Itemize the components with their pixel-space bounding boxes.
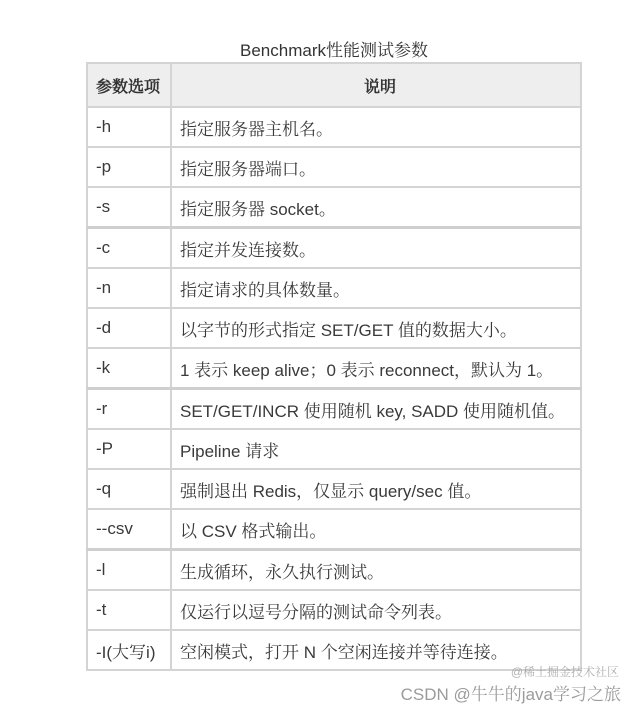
table-row bbox=[87, 389, 581, 430]
option-cell: -q bbox=[87, 469, 171, 509]
table-row bbox=[87, 268, 581, 308]
table-caption: Benchmark性能测试参数 bbox=[240, 41, 428, 60]
table-row bbox=[87, 147, 581, 187]
watermark-csdn: CSDN @牛牛的java学习之旅 bbox=[400, 685, 621, 704]
description-cell: Pipeline 请求 bbox=[171, 429, 581, 469]
description-cell: 以 CSV 格式输出。 bbox=[171, 509, 581, 550]
header-description: 说明 bbox=[171, 63, 581, 107]
option-cell: -s bbox=[87, 187, 171, 228]
description-cell: 仅运行以逗号分隔的测试命令列表。 bbox=[171, 590, 581, 630]
option-cell: -d bbox=[87, 308, 171, 348]
table-row bbox=[87, 630, 581, 670]
table-row bbox=[87, 187, 581, 228]
option-cell: -l bbox=[87, 550, 171, 591]
table-row bbox=[87, 469, 581, 509]
description-cell: 1 表示 keep alive；0 表示 reconnect，默认为 1。 bbox=[171, 348, 581, 389]
option-cell: --csv bbox=[87, 509, 171, 550]
option-cell: -P bbox=[87, 429, 171, 469]
description-cell: 指定请求的具体数量。 bbox=[171, 268, 581, 308]
description-cell: 指定并发连接数。 bbox=[171, 228, 581, 269]
header-option: 参数选项 bbox=[87, 63, 171, 107]
option-cell: -k bbox=[87, 348, 171, 389]
description-cell: 生成循环，永久执行测试。 bbox=[171, 550, 581, 591]
description-cell: 以字节的形式指定 SET/GET 值的数据大小。 bbox=[171, 308, 581, 348]
table-row bbox=[87, 550, 581, 591]
table-row bbox=[87, 228, 581, 269]
description-cell: SET/GET/INCR 使用随机 key, SADD 使用随机值。 bbox=[171, 389, 581, 430]
table-header-row bbox=[87, 63, 581, 107]
table-row bbox=[87, 348, 581, 389]
option-cell: -t bbox=[87, 590, 171, 630]
description-cell: 空闲模式，打开 N 个空闲连接并等待连接。 bbox=[171, 630, 581, 670]
description-cell: 指定服务器端口。 bbox=[171, 147, 581, 187]
option-cell: -c bbox=[87, 228, 171, 269]
description-cell: 指定服务器 socket。 bbox=[171, 187, 581, 228]
table-row bbox=[87, 509, 581, 550]
table-row bbox=[87, 308, 581, 348]
description-cell: 强制退出 Redis，仅显示 query/sec 值。 bbox=[171, 469, 581, 509]
table-row bbox=[87, 590, 581, 630]
option-cell: -I(大写i) bbox=[87, 630, 171, 670]
option-cell: -h bbox=[87, 107, 171, 147]
option-cell: -p bbox=[87, 147, 171, 187]
option-cell: -r bbox=[87, 389, 171, 430]
option-cell: -n bbox=[87, 268, 171, 308]
table-row bbox=[87, 107, 581, 147]
benchmark-params-table bbox=[86, 62, 582, 671]
watermark-juejin: @稀土掘金技术社区 bbox=[510, 665, 619, 679]
description-cell: 指定服务器主机名。 bbox=[171, 107, 581, 147]
table-row bbox=[87, 429, 581, 469]
